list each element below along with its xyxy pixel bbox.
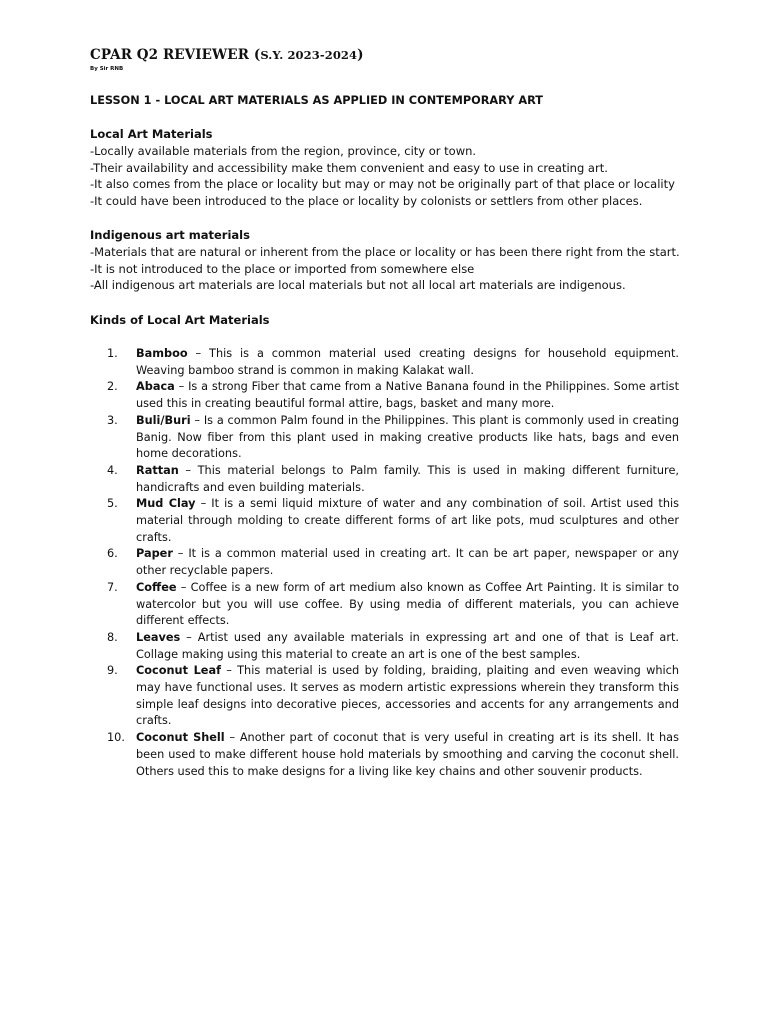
item-term: Rattan bbox=[136, 463, 179, 477]
item-number: 8. bbox=[107, 630, 118, 644]
item-description: – Another part of coconut that is very useful in creating art is its shell. It has been used to make different house hold materials by smoothing and carving the coconut shell. Others used this to make designs for a living like key chains and other souvenir products. bbox=[136, 731, 679, 778]
list-item bbox=[107, 496, 679, 546]
indigenous-line: -It is not introduced to the place or imported from somewhere else bbox=[90, 261, 475, 276]
item-number: 6. bbox=[107, 547, 118, 561]
kinds-list bbox=[107, 346, 679, 780]
local-art-section bbox=[90, 126, 690, 210]
local-art-line: -It also comes from the place or locality but may or may not be originally part of that place or locality bbox=[90, 177, 675, 192]
item-term: Bamboo bbox=[136, 347, 188, 360]
item-number: 4. bbox=[107, 463, 118, 477]
item-description: – Is a common Palm found in the Philippines. This plant is commonly used in creating Banig. Now fiber from this plant used in making creative products like hats, bags and even home decorations. bbox=[136, 413, 679, 461]
item-description: – Artist used any available materials in expressing art and one of that is Leaf art. Collage making using this material to create an art is one of the best samples. bbox=[136, 630, 679, 661]
item-description: – Is a strong Fiber that came from a Native Banana found in the Philippines. Some artist used this in creating beautiful formal attire, bags, basket and many more. bbox=[136, 380, 679, 411]
item-description: – This material is used by folding, braiding, plaiting and even weaving which may have functional uses. It serves as modern artistic expressions wherein they transform this simple leaf designs into decorative pieces, accessories and accents for any arrangements and crafts. bbox=[136, 664, 679, 728]
item-term: Coconut Leaf bbox=[136, 664, 221, 678]
item-description: – It is a semi liquid mixture of water and any combination of soil. Artist used this material through molding to create different forms of art like pots, mud sculptures and other crafts. bbox=[136, 497, 679, 544]
item-number: 2. bbox=[107, 380, 118, 394]
list-item bbox=[107, 663, 679, 730]
title-school-year: S.Y. 2023-2024 bbox=[260, 48, 358, 62]
title-end: ) bbox=[357, 47, 364, 63]
item-term: Coffee bbox=[136, 580, 177, 594]
item-number: 10. bbox=[107, 731, 125, 745]
item-number: 3. bbox=[107, 413, 118, 427]
list-item bbox=[107, 630, 679, 663]
local-art-line: -Their availability and accessibility make them convenient and easy to use in creating art. bbox=[90, 160, 608, 175]
item-term: Paper bbox=[136, 547, 173, 561]
item-number: 1. bbox=[107, 347, 118, 360]
item-term: Coconut Shell bbox=[136, 731, 225, 745]
kinds-heading: Kinds of Local Art Materials bbox=[90, 313, 270, 327]
item-term: Leaves bbox=[136, 630, 181, 644]
title-main: CPAR Q2 REVIEWER ( bbox=[90, 47, 261, 63]
item-number: 9. bbox=[107, 664, 118, 678]
local-art-line: -It could have been introduced to the place or locality by colonists or settlers from other places. bbox=[90, 194, 643, 209]
author-line: By Sir RNB bbox=[90, 66, 124, 72]
item-term: Buli/Buri bbox=[136, 413, 191, 427]
item-description: – Coffee is a new form of art medium also known as Coffee Art Painting. It is similar to watercolor but you will use coffee. By using media of different materials, you can achieve different effects. bbox=[136, 580, 679, 628]
list-item bbox=[107, 413, 679, 463]
item-number: 5. bbox=[107, 497, 118, 511]
list-item bbox=[107, 379, 679, 412]
indigenous-section bbox=[90, 227, 690, 294]
document-title bbox=[90, 47, 364, 63]
item-term: Abaca bbox=[136, 380, 175, 394]
indigenous-heading: Indigenous art materials bbox=[90, 228, 250, 242]
indigenous-line: -Materials that are natural or inherent from the place or locality or has been there right from the start. bbox=[90, 245, 680, 259]
item-description: – It is a common material used in creating art. It can be art paper, newspaper or any other recyclable papers. bbox=[136, 547, 679, 578]
item-description: – This is a common material used creating designs for household equipment. Weaving bamboo strand is common in making Kalakat wall. bbox=[136, 347, 679, 377]
lesson-heading: LESSON 1 - LOCAL ART MATERIALS AS APPLIED IN CONTEMPORARY ART bbox=[90, 94, 543, 107]
local-art-heading: Local Art Materials bbox=[90, 127, 213, 141]
list-item bbox=[107, 346, 679, 379]
list-item bbox=[107, 546, 679, 579]
item-description: – This material belongs to Palm family. This is used in making different furniture, handicrafts and even building materials. bbox=[136, 463, 679, 494]
list-item bbox=[107, 730, 679, 780]
list-item bbox=[107, 463, 679, 496]
item-term: Mud Clay bbox=[136, 497, 196, 511]
item-number: 7. bbox=[107, 580, 118, 594]
local-art-line: -Locally available materials from the region, province, city or town. bbox=[90, 144, 477, 158]
indigenous-line: -All indigenous art materials are local materials but not all local art materials are indigenous. bbox=[90, 278, 626, 293]
list-item bbox=[107, 580, 679, 630]
